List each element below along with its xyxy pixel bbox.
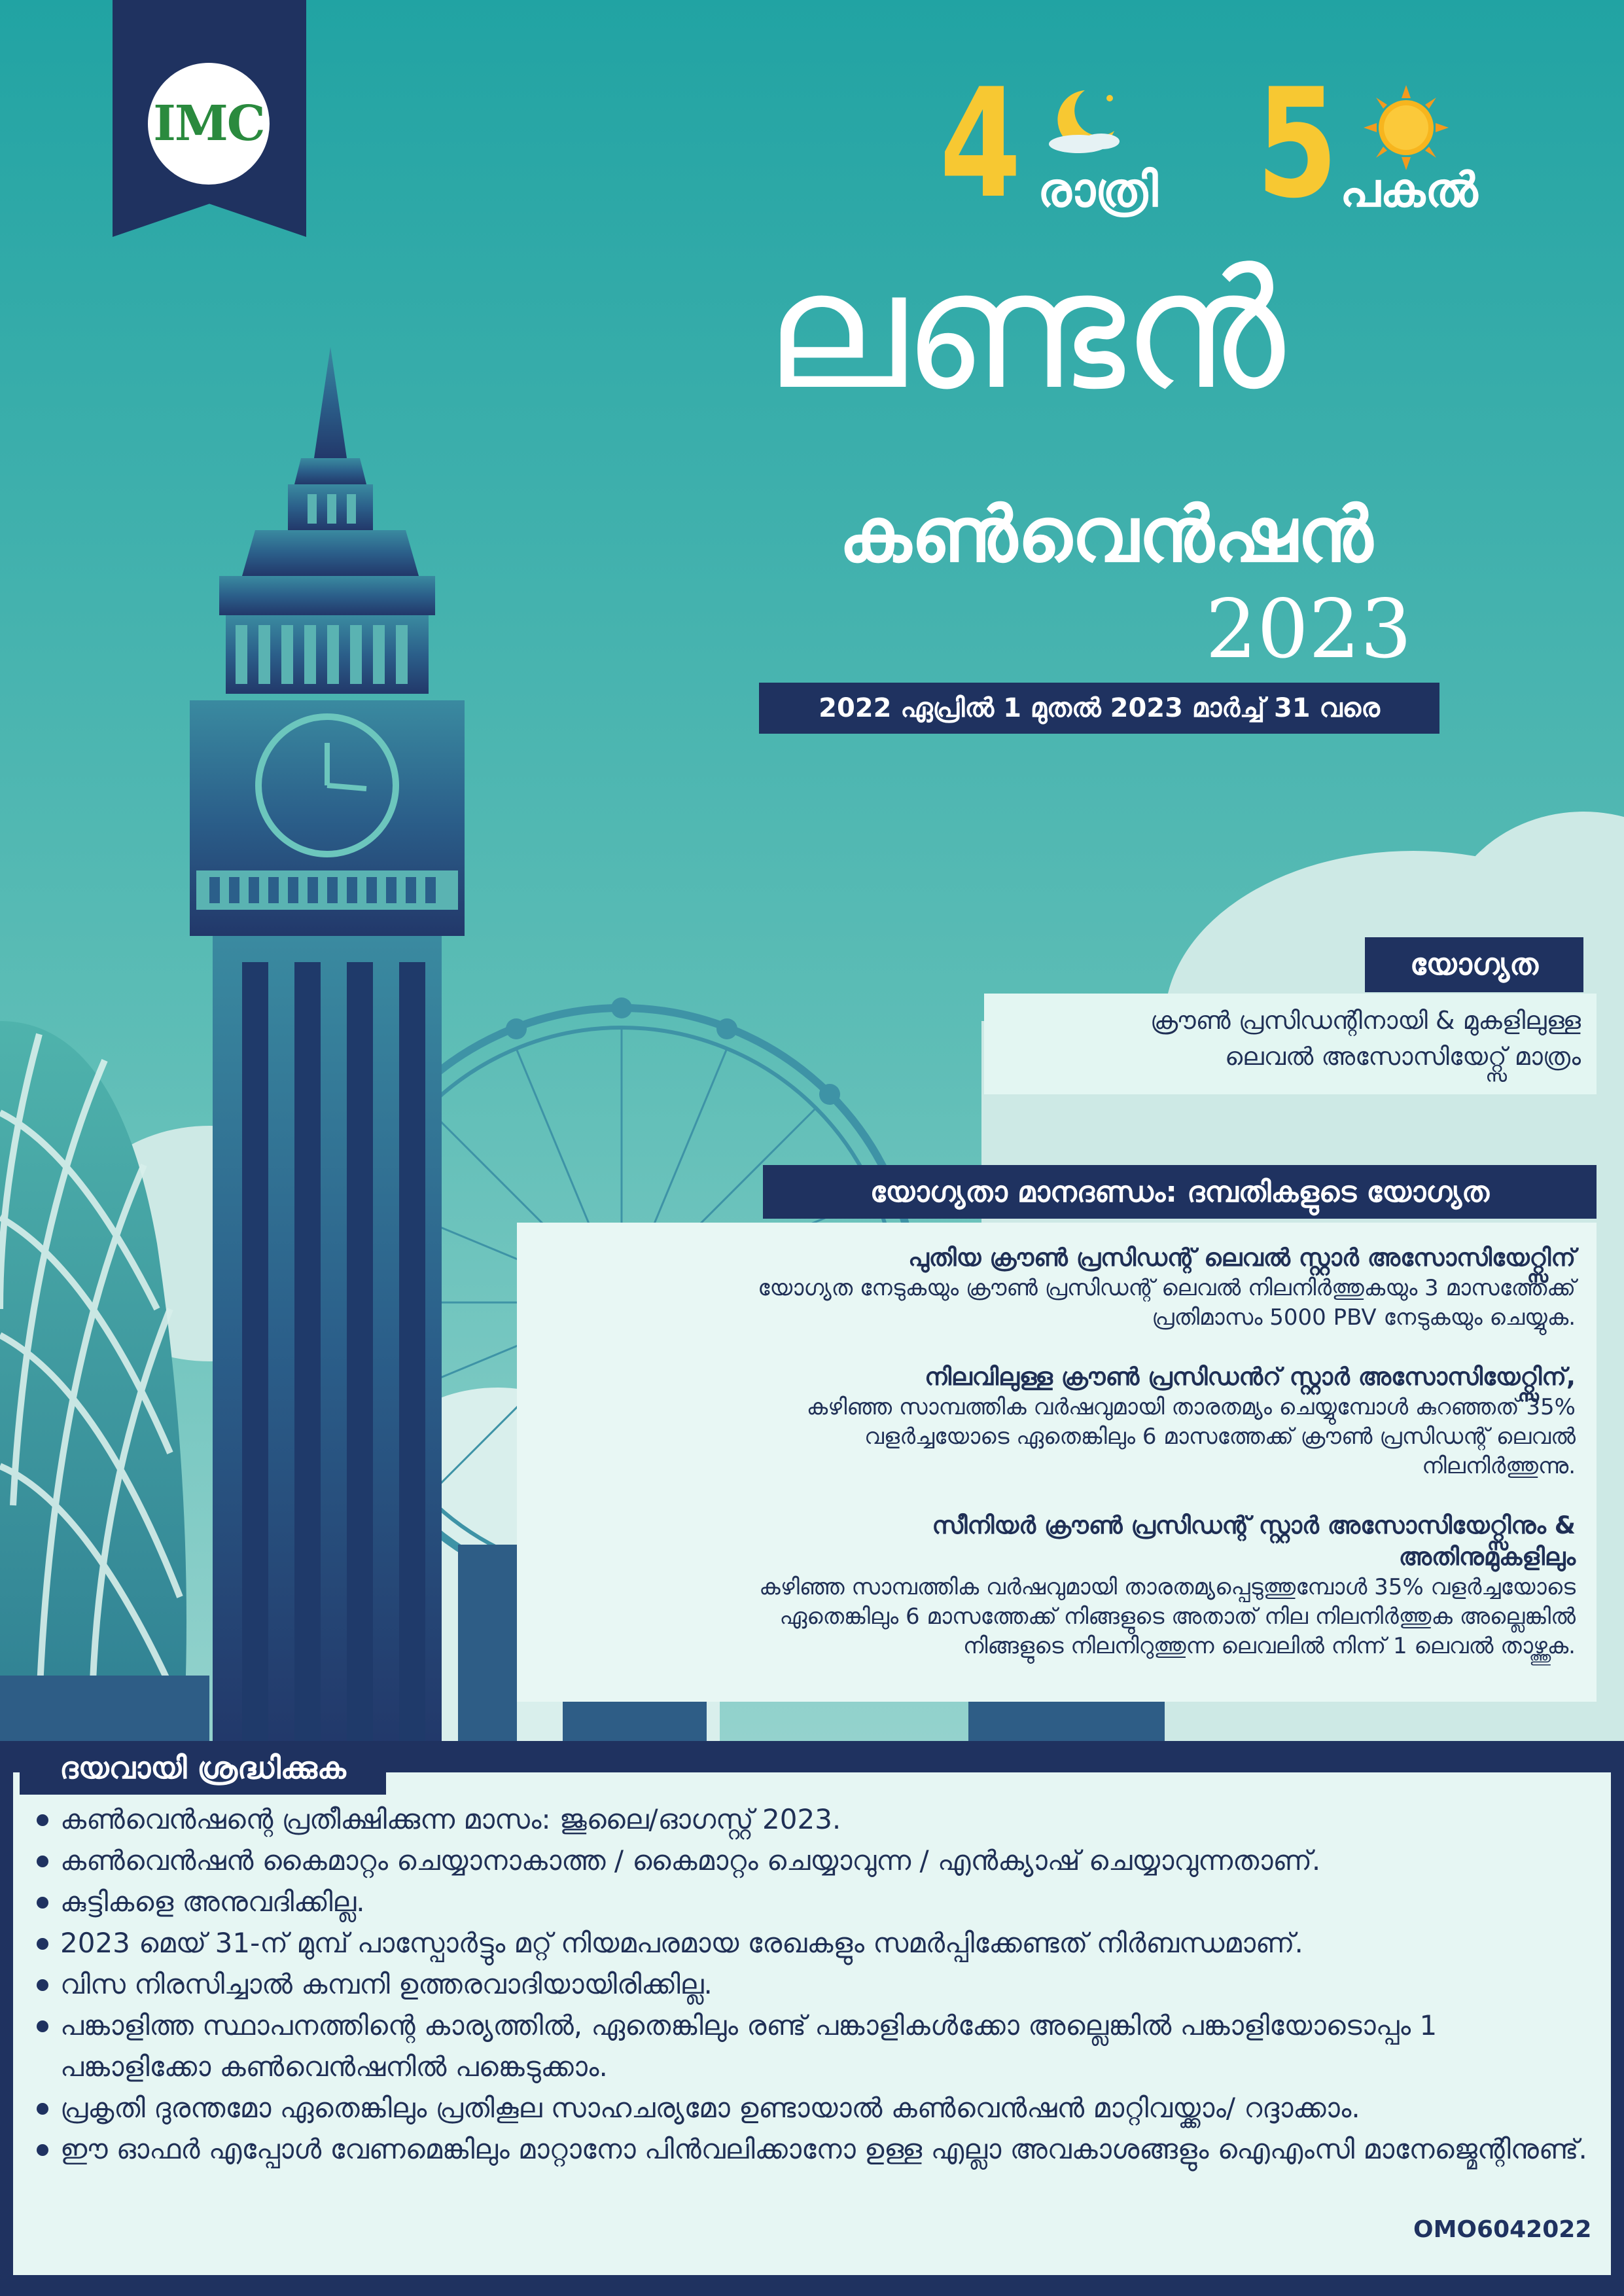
document-code: OMO6042022: [1413, 2216, 1592, 2243]
note-item: പങ്കാളിത്ത സ്ഥാപനത്തിന്റെ കാര്യത്തിൽ, ഏതെങ്കിലും രണ്ട് പങ്കാളികൾക്കോ അല്ലെങ്കിൽ പങ്കാളിയോടൊപ്പം 1 പങ്കാളിക്കോ കൺവെൻഷനിൽ പങ്കെടുക്കാം.: [33, 2005, 1590, 2087]
note-item: പ്രകൃതി ദുരന്തമോ ഏതെങ്കിലും പ്രതികൂല സാഹചര്യമോ ഉണ്ടായാൽ കൺവെൻഷൻ മാറ്റിവയ്ക്കാം/ റദ്ദാക്കാം.: [33, 2087, 1590, 2128]
title-main: ലണ്ടൻ: [766, 235, 1282, 425]
logo-text: IMC: [153, 96, 264, 152]
eligibility-line: ക്രൗൺ പ്രസിഡന്റിനായി & മുകളിലുള്ള: [1150, 1006, 1581, 1035]
note-item: കുട്ടികളെ അനുവദിക്കില്ല.: [33, 1881, 1590, 1922]
criteria-item-text: കഴിഞ്ഞ സാമ്പത്തിക വർഷവുമായി താരതമ്യം ചെയ്യുമ്പോൾ കുറഞ്ഞത് 35%: [806, 1393, 1576, 1420]
criteria-heading: യോഗ്യതാ മാനദണ്ഡം: ദമ്പതികളുടെ യോഗ്യത: [763, 1165, 1597, 1219]
criteria-item-title: സീനിയർ ക്രൗൺ പ്രസിഡന്റ് സ്റ്റാർ അസോസിയേറ്റ്സിനും &: [932, 1511, 1576, 1539]
date-range: 2022 ഏപ്രിൽ 1 മുതൽ 2023 മാർച്ച് 31 വരെ: [819, 693, 1380, 723]
note-item: വിസ നിരസിച്ചാൽ കമ്പനി ഉത്തരവാദിയായിരിക്കില്ല.: [33, 1964, 1590, 2005]
nights-label: രാത്രി: [1038, 162, 1158, 217]
criteria-item-text: വളർച്ചയോടെ ഏതെങ്കിലും 6 മാസത്തേക്ക് ക്രൗൺ പ്രസിഡന്റ് ലെവൽ: [864, 1423, 1576, 1450]
nights-number: 4: [940, 57, 1021, 232]
criteria-box: [517, 1223, 1597, 1702]
criteria-item-title: അതിനുമുകളിലും: [1398, 1542, 1576, 1571]
days-number: 5: [1256, 57, 1338, 232]
note-item: 2023 മെയ് 31-ന് മുമ്പ് പാസ്പോർട്ടും മറ്റ് നിയമപരമായ രേഖകളും സമർപ്പിക്കേണ്ടത് നിർബന്ധമാണ്.: [33, 1922, 1590, 1964]
note-heading: ദയവായി ശ്രദ്ധിക്കുക: [20, 1742, 386, 1795]
sun-icon: [1364, 85, 1449, 170]
criteria-item-text: നിലനിർത്തുന്നു.: [1422, 1452, 1576, 1479]
criteria-item-title: നിലവിലുള്ള ക്രൗൺ പ്രസിഡൻറ് സ്റ്റാർ അസോസിയേറ്റ്സിന്,: [925, 1362, 1576, 1391]
eligibility-box: [984, 994, 1597, 1094]
moon-icon: [1039, 84, 1124, 156]
title-year: 2023: [1205, 583, 1412, 677]
imc-logo: [148, 63, 270, 185]
title-sub: കൺവെൻഷൻ: [839, 491, 1373, 579]
date-range-bar: [759, 683, 1439, 734]
criteria-item-title: പുതിയ ക്രൗൺ പ്രസിഡന്റ് ലെവൽ സ്റ്റാർ അസോസിയേറ്റ്സിന്: [908, 1244, 1576, 1272]
days-label: പകൽ: [1340, 162, 1478, 217]
note-list: [33, 1799, 1590, 2170]
note-item: ഈ ഓഫർ എപ്പോൾ വേണമെങ്കിലും മാറ്റാനോ പിൻവലിക്കാനോ ഉള്ള എല്ലാ അവകാശങ്ങളും ഐഎംസി മാനേജ്മെന്റിനുണ്ട്.: [33, 2128, 1590, 2170]
criteria-item-text: കഴിഞ്ഞ സാമ്പത്തിക വർഷവുമായി താരതമ്യപ്പെടുത്തുമ്പോൾ 35% വളർച്ചയോടെ: [759, 1573, 1576, 1600]
criteria-item-text: ഏതെങ്കിലും 6 മാസത്തേക്ക് നിങ്ങളുടെ അതാത് നില നിലനിർത്തുക അല്ലെങ്കിൽ: [779, 1603, 1576, 1630]
criteria-item-text: പ്രതിമാസം 5000 PBV നേടുകയും ചെയ്യുക.: [1152, 1304, 1576, 1331]
criteria-item-text: നിങ്ങളുടെ നിലനിറുത്തുന്ന ലെവലിൽ നിന്ന് 1 ലെവൽ താഴ്ത്തുക.: [962, 1632, 1576, 1659]
criteria-item-text: യോഗ്യത നേടുകയും ക്രൗൺ പ്രസിഡന്റ് ലെവൽ നിലനിർത്തുകയും 3 മാസത്തേക്ക്: [758, 1275, 1576, 1302]
note-item: കൺവെൻഷൻ കൈമാറ്റം ചെയ്യാനാകാത്ത / കൈമാറ്റം ചെയ്യാവുന്ന / എൻക്യാഷ് ചെയ്യാവുന്നതാണ്.: [33, 1840, 1590, 1881]
eligibility-line: ലെവൽ അസോസിയേറ്റ്സ് മാത്രം: [1225, 1042, 1581, 1071]
eligibility-heading: യോഗ്യത: [1365, 937, 1583, 992]
note-item: കൺവെൻഷന്റെ പ്രതീക്ഷിക്കുന്ന മാസം: ജൂലൈ/ഓഗസ്റ്റ് 2023.: [33, 1799, 1590, 1840]
